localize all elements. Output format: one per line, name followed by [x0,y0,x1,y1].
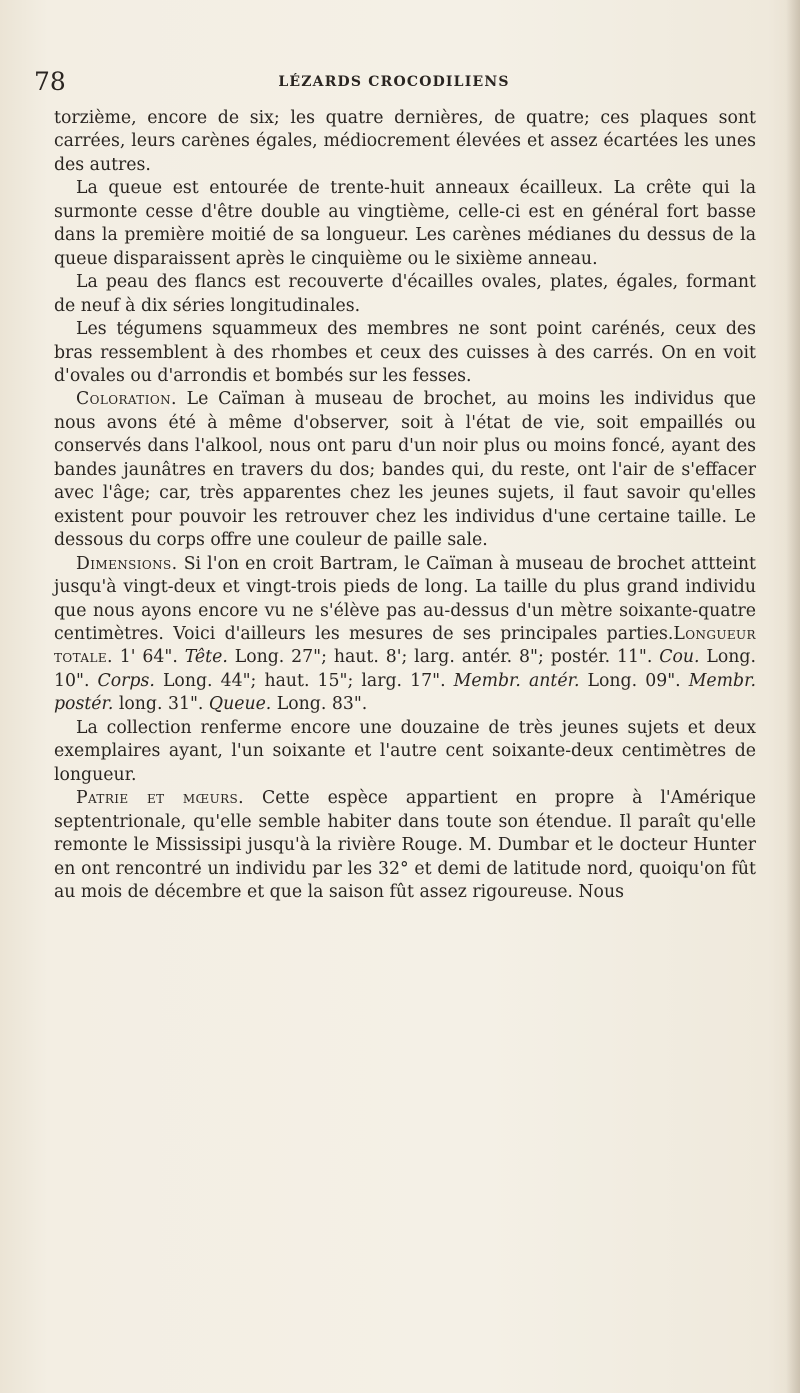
measure-body-label: Corps. [97,670,155,691]
measure-head-value: Long. 27"; haut. 8'; larg. antér. 8"; postér. 11". [234,647,653,668]
measure-tail-value: Long. 83". [276,694,368,715]
measure-hind-limb-value: long. 31". [118,694,204,715]
measure-total-value: 1' 64". [119,647,178,668]
paragraph-flank-skin: La peau des flancs est recouverte d'écailles ovales, plates, égales, formant de neuf à dix séries longitudinales. [54,272,756,316]
page-edge-shadow [786,0,800,1393]
measure-neck-value: Long. 10". [54,647,756,691]
paragraph-tail: La queue est entourée de trente-huit anneaux écailleux. La crête qui la surmonte cesse d'être double au vingtième, celle-ci est en général fort basse dans la première moitié de sa longueur. Les carènes médianes du dessus de la queue disparaissent après le cinquième ou le sixième anneau. [54,178,756,269]
measure-tail-label: Queue. [208,694,272,715]
paragraph-limb-scales: Les tégumens squammeux des membres ne sont point carénés, ceux des bras ressemblent à des rhombes et ceux des cuisses à des carrés. On en voit d'ovales ou d'arrondis et bombés sur les fesses. [54,319,756,386]
measure-front-limb-value: Long. 09". [587,670,681,691]
measure-front-limb-label: Membr. antér. [453,670,580,691]
measure-hind-limb-label: Membr. postér. [54,670,756,715]
paragraph-dimensions: Dimensions. Si l'on en croit Bartram, le Caïman à museau de brochet attteint jusqu'à vingt-deux et vingt-trois pieds de long. La taille du plus grand individu que nous ayons encore vu ne s'élève pas au-dessus d'un mètre soixante-quatre centimètres. Voici d'ailleurs les mesures de ses principales parties.Longueur totale. 1' 64". Tête. Long. 27"; haut. 8'; larg. antér. 8"; postér. 11". Cou. Long. 10". Corps. Long. 44"; haut. 15"; larg. 17". Membr. antér. Long. 09". Membr. postér. long. 31". Queue. Long. 83". [54,553,756,715]
measure-body-value: Long. 44"; haut. 15"; larg. 17". [162,670,446,691]
measure-total-label: Longueur totale. [54,623,756,668]
measure-head-label: Tête. [184,647,228,668]
section-heading-coloration: Coloration. [76,389,177,410]
paragraph-coloration: Coloration. Le Caïman à museau de brochet, au moins les individus que nous avons été à même d'observer, soit à l'état de vie, soit empaillés ou conservés dans l'alkool, nous ont paru d'un noir plus ou moins foncé, ayant des bandes jaunâtres en travers du dos; bandes qui, du reste, ont l'air de s'effacer avec l'âge; car, très apparentes chez les jeunes sujets, il faut savoir qu'elles existent pour pouvoir les retrouver chez les individus d'une certaine taille. Le dessous du corps offre une couleur de paille sale. [54,389,757,551]
paragraph-scales-end: torzième, encore de six; les quatre dernières, de quatre; ces plaques sont carrées, leurs carènes égales, médiocrement élevées et assez écartées les unes des autres. [54,108,756,175]
paragraph-collection: La collection renferme encore une douzaine de très jeunes sujets et deux exemplaires ayant, l'un soixante et l'autre cent soixante-deux centimètres de longueur. [54,717,756,785]
body-text [54,107,756,904]
page-number: 78 [34,67,66,96]
measure-neck-label: Cou. [659,647,700,668]
paragraph-habitat: Patrie et mœurs. Cette espèce appartient en propre à l'Amérique septentrionale, qu'elle semble habiter dans toute son étendue. Il paraît qu'elle remonte le Mississipi jusqu'à la rivière Rouge. M. Dumbar et le docteur Hunter en ont rencontré un individu par les 32° et demi de latitude nord, quoiqu'on fût au mois de décembre et que la saison fût assez rigoureuse. Nous [54,788,756,902]
section-heading-habitat: Patrie et mœurs. [76,788,245,809]
page-header [34,68,754,98]
section-heading-dimensions: Dimensions. [76,553,178,574]
running-title: LÉZARDS CROCODILIENS [278,74,510,90]
